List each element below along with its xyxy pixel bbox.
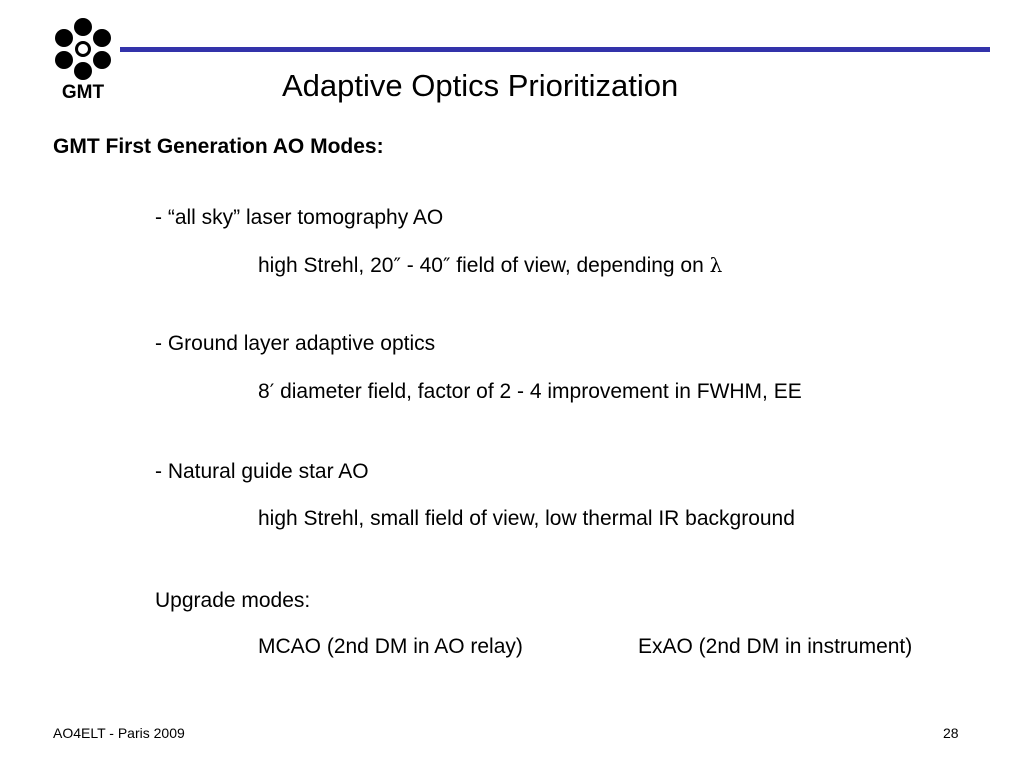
upgrade-item: ExAO (2nd DM in instrument) bbox=[638, 635, 913, 658]
upgrade-heading: Upgrade modes: bbox=[155, 589, 311, 612]
page-number: 28 bbox=[943, 725, 959, 741]
slide-title: Adaptive Optics Prioritization bbox=[282, 68, 679, 103]
footer-text: AO4ELT - Paris 2009 bbox=[53, 725, 185, 741]
gmt-logo bbox=[50, 16, 116, 106]
mode-detail: high Strehl, 20″ - 40″ field of view, depending on λ bbox=[258, 253, 723, 277]
lambda-symbol: λ bbox=[709, 253, 723, 277]
section-subtitle: GMT First Generation AO Modes: bbox=[53, 135, 384, 158]
title-rule bbox=[120, 47, 990, 52]
logo-text: GMT bbox=[61, 82, 105, 103]
mode-heading: - Ground layer adaptive optics bbox=[155, 332, 436, 355]
gmt-mirror-segments-icon bbox=[50, 16, 116, 82]
mode-detail: 8′ diameter field, factor of 2 - 4 improvement in FWHM, EE bbox=[258, 379, 802, 403]
mode-heading: - Natural guide star AO bbox=[155, 460, 369, 483]
mode-heading: - “all sky” laser tomography AO bbox=[155, 206, 444, 229]
upgrade-item: MCAO (2nd DM in AO relay) bbox=[258, 635, 523, 658]
mode-detail: high Strehl, small field of view, low thermal IR background bbox=[258, 507, 795, 530]
